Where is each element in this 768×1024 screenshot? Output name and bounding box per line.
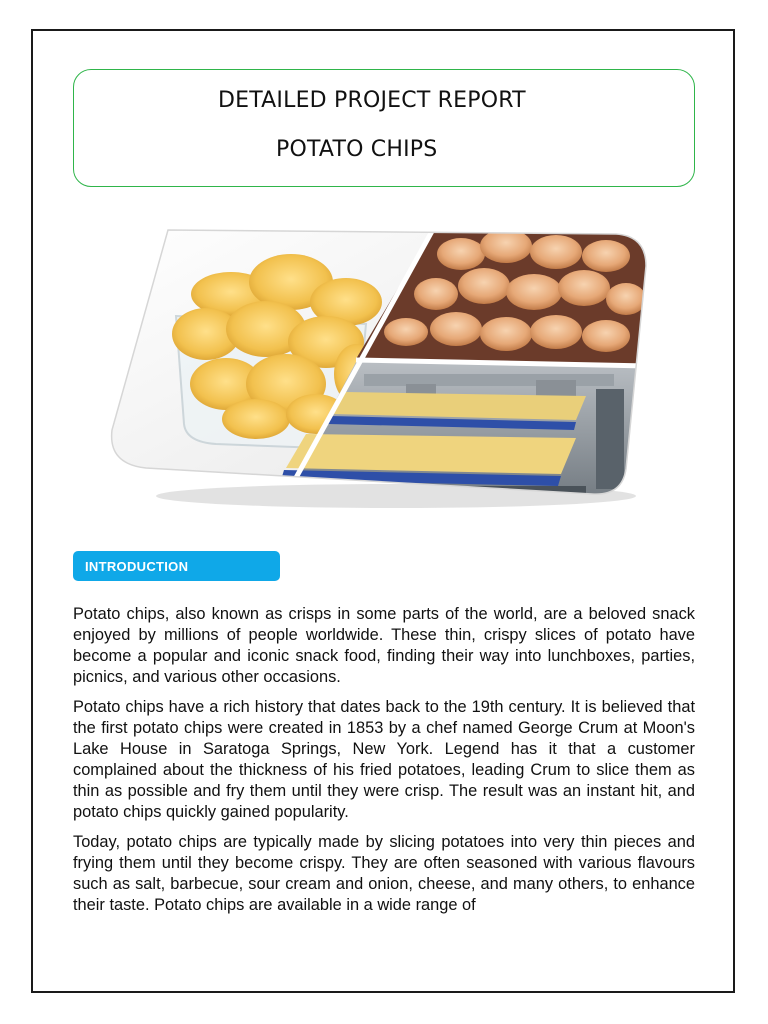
- potato-chips-image: [106, 224, 650, 514]
- report-title: DETAILED PROJECT REPORT: [218, 88, 526, 113]
- paragraph: Potato chips have a rich history that dates back to the 19th century. It is believed that the first potato chips were created in 1853 by a chef named George Crum at Moon's Lake House in Saratoga Springs, New York. Legend has it that a customer complained about the thickness of his fried potatoes, leading Crum to slice them as thin as possible and fry them until they were crisp. The result was an instant hit, and potato chips quickly gained popularity.: [73, 698, 695, 821]
- introduction-text: [73, 604, 695, 944]
- title-box: [73, 69, 695, 187]
- paragraph: Potato chips, also known as crisps in some parts of the world, are a beloved snack enjoyed by millions of people worldwide. These thin, crispy slices of potato have become a popular and iconic snack food, finding their way into lunchboxes, parties, picnics, and various other occasions.: [73, 605, 695, 686]
- section-title: INTRODUCTION: [85, 559, 189, 574]
- product-title: POTATO CHIPS: [276, 137, 438, 162]
- paragraph: Today, potato chips are typically made by slicing potatoes into very thin pieces and frying them until they become crispy. They are often seasoned with various flavours such as salt, barbecue, sour cream and onion, cheese, and many others, to enhance their taste. Potato chips are available in a wide range of: [73, 833, 695, 914]
